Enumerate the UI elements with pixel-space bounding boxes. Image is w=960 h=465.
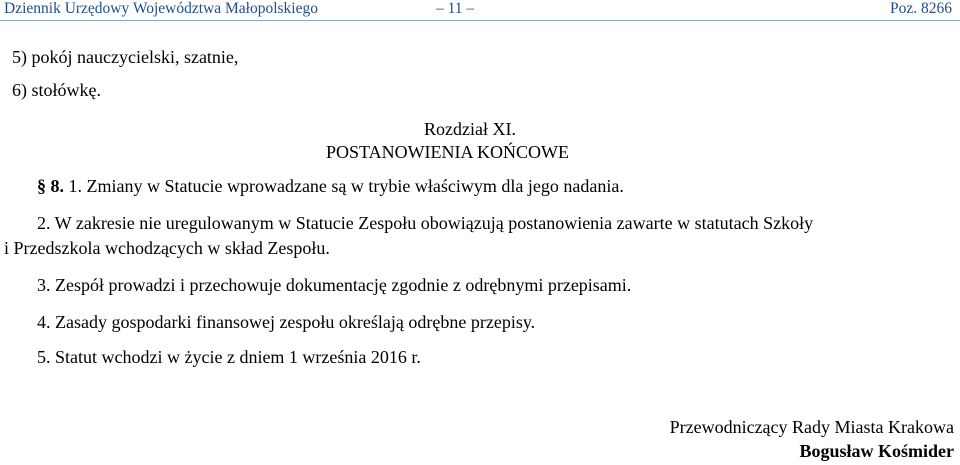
section-8-paragraph-2-line-2: i Przedszkola wchodzących w skład Zespołu. (4, 238, 330, 258)
section-8-paragraph-3: 3. Zespół prowadzi i przechowuje dokumentację zgodnie z odrębnymi przepisami. (37, 275, 632, 295)
position-number: Poz. 8266 (890, 0, 952, 17)
section-8-paragraph-2-line-1: 2. W zakresie nie uregulowanym w Statucie Zespołu obowiązują postanowienia zawarte w statutach Szkoły (37, 213, 814, 233)
header-rule (0, 20, 960, 21)
signature-name: Bogusław Kośmider (799, 441, 954, 461)
journal-title: Dziennik Urzędowy Województwa Małopolskiego (4, 0, 318, 17)
page-number: – 11 – (436, 0, 475, 17)
paragraph-text: Zmiany w Statucie wprowadzane są w trybie właściwym dla jego nadania. (86, 176, 624, 196)
section-label: § 8. (37, 176, 64, 196)
section-8-paragraph-4: 4. Zasady gospodarki finansowej zespołu określają odrębne przepisy. (37, 312, 536, 332)
signature-title: Przewodniczący Rady Miasta Krakowa (669, 417, 954, 437)
chapter-title: POSTANOWIENIA KOŃCOWE (326, 142, 570, 162)
list-item-6: 6) stołówkę. (12, 80, 101, 100)
section-8-paragraph-5: 5. Statut wchodzi w życie z dniem 1 września 2016 r. (37, 347, 421, 367)
section-8-paragraph-1 (37, 175, 624, 197)
paragraph-number: 1. (68, 176, 82, 196)
chapter-number: Rozdział XI. (424, 119, 516, 139)
list-item-5: 5) pokój nauczycielski, szatnie, (12, 47, 239, 67)
